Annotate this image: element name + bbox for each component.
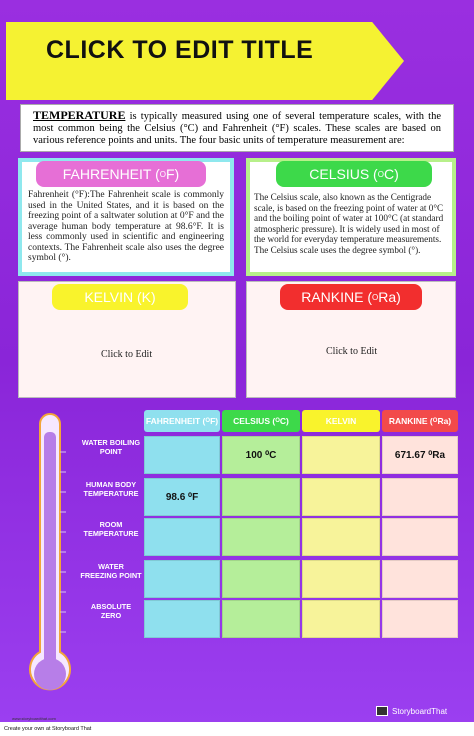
thermometer-icon — [26, 412, 74, 714]
row-label-4: ABSOLUTE ZERO — [90, 602, 132, 620]
table-cell[interactable] — [302, 560, 380, 598]
table-header-3[interactable]: RANKINE ( O Ra) — [382, 410, 458, 432]
kelvin-heading[interactable]: KELVIN (K) — [52, 284, 188, 310]
row-label-2: ROOM TEMPERATURE — [83, 520, 139, 538]
fahrenheit-heading[interactable]: FAHRENHEIT ( O F) — [36, 161, 206, 187]
table-cell[interactable] — [302, 600, 380, 638]
table-cell[interactable] — [382, 600, 458, 638]
storyboardthat-logo — [376, 706, 447, 716]
table-cell[interactable] — [144, 560, 220, 598]
table-cell[interactable] — [144, 436, 220, 474]
row-label-0: WATER BOILING POINT — [81, 438, 141, 456]
table-cell[interactable] — [222, 478, 300, 516]
footer-credit[interactable]: Create your own at Storyboard That — [4, 726, 92, 732]
table-header-2[interactable]: KELVIN — [302, 410, 380, 432]
kelvin-placeholder[interactable]: Click to Edit — [101, 349, 153, 360]
intro-term: TEMPERATURE — [33, 108, 126, 122]
table-cell[interactable] — [302, 436, 380, 474]
table-cell[interactable] — [302, 478, 380, 516]
intro-text: is typically measured using one of several temperature scales, with the most common being the Celsius (°C) and Fahrenheit (°F) scales. These scales are based on various reference points and units. The four basic units of temperature measurement are: — [33, 111, 441, 146]
storyboard-logo-icon — [376, 706, 388, 716]
table-cell[interactable] — [222, 600, 300, 638]
table-cell[interactable] — [382, 478, 458, 516]
row-label-1: HUMAN BODY TEMPERATURE — [83, 480, 139, 498]
table-cell[interactable] — [144, 518, 220, 556]
row-label-3: WATER FREEZING POINT — [80, 562, 142, 580]
table-cell[interactable] — [144, 600, 220, 638]
fahrenheit-description[interactable]: Fahrenheit (°F):The Fahrenheit scale is commonly used in the United States, and it is based on the freezing point of a saltwater solution at 0°F and the average human body temperature at 98.6°F. It is less commonly used in scientific and engineering contexts. The Fahrenheit scale also uses the degree symbol (°). — [28, 190, 224, 263]
poster-title[interactable]: CLICK TO EDIT TITLE — [46, 36, 314, 64]
footer-url: www.storyboardthat.com — [12, 716, 56, 721]
table-cell[interactable] — [302, 518, 380, 556]
table-cell[interactable] — [382, 518, 458, 556]
logo-text: StoryboardThat — [392, 706, 448, 716]
celsius-description[interactable]: The Celsius scale, also known as the Centigrade scale, is based on the freezing point of water at 0°C and the boiling point of water at 100°C (at standard atmospheric pressure). It is widely used in most of the world for everyday temperature measurements. The Celsius scale uses the degree symbol (°). — [254, 192, 444, 255]
table-cell[interactable]: 671.67 ⁰Ra — [382, 436, 458, 474]
rankine-heading[interactable]: RANKINE ( O Ra) — [280, 284, 422, 310]
celsius-heading[interactable]: CELSIUS ( O C) — [276, 161, 432, 187]
table-header-0[interactable]: FAHRENHEIT ( O F) — [144, 410, 220, 432]
table-cell[interactable] — [382, 560, 458, 598]
table-cell[interactable] — [222, 560, 300, 598]
table-cell[interactable] — [222, 518, 300, 556]
table-header-1[interactable]: CELSIUS ( O C) — [222, 410, 300, 432]
intro-textbox[interactable] — [20, 104, 454, 152]
rankine-placeholder[interactable]: Click to Edit — [326, 346, 378, 357]
table-cell[interactable]: 100 ⁰C — [222, 436, 300, 474]
table-cell[interactable]: 98.6 ⁰F — [144, 478, 220, 516]
